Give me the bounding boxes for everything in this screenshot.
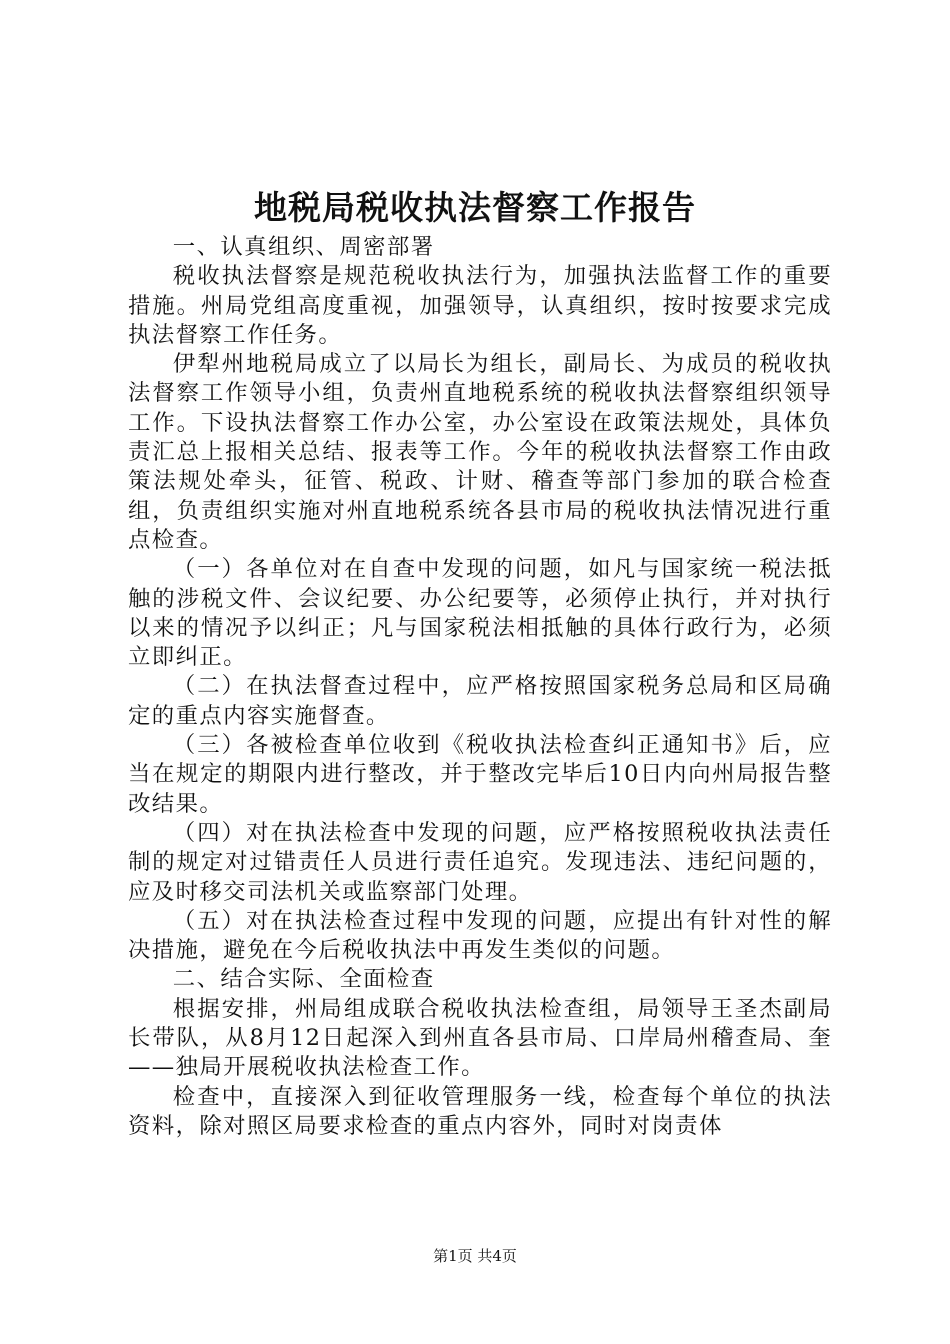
paragraph: 检查中，直接深入到征收管理服务一线，检查每个单位的执法资料，除对照区局要求检查的重点内容外，同时对岗责体 <box>128 1083 832 1139</box>
paragraph-item-3: （三）各被检查单位收到《税收执法检查纠正通知书》后，应当在规定的期限内进行整改，并于整改完毕后10日内向州局报告整改结果。 <box>128 732 832 817</box>
page-indicator: 第1页 共4页 <box>433 1247 517 1265</box>
paragraph: 根据安排，州局组成联合税收执法检查组，局领导王圣杰副局长带队，从8月12日起深入到州直各县市局、口岸局州稽查局、奎——独局开展税收执法检查工作。 <box>128 995 832 1081</box>
page-footer <box>0 1246 950 1266</box>
paragraph-item-4: （四）对在执法检查中发现的问题，应严格按照税收执法责任制的规定对过错责任人员进行责任追究。发现违法、违纪问题的，应及时移交司法机关或监察部门处理。 <box>128 819 832 905</box>
document-title: 地税局税收执法督察工作报告 <box>254 188 696 227</box>
paragraph-item-5: （五）对在执法检查过程中发现的问题，应提出有针对性的解决措施，避免在今后税收执法中再发生类似的问题。 <box>128 907 832 964</box>
paragraph: 伊犁州地税局成立了以局长为组长，副局长、为成员的税收执法督察工作领导小组，负责州直地税系统的税收执法督察组织领导工作。下设执法督察工作办公室，办公室设在政策法规处，具体负责汇总上报相关总结、报表等工作。今年的税收执法督察工作由政策法规处牵头，征管、税政、计财、稽查等部门参加的联合检查组，负责组织实施对州直地税系统各县市局的税收执法情况进行重点检查。 <box>128 351 832 553</box>
paragraph-item-2: （二）在执法督查过程中，应严格按照国家税务总局和区局确定的重点内容实施督查。 <box>128 673 832 729</box>
section-heading-1: 一、认真组织、周密部署 <box>172 234 435 260</box>
paragraph-item-1: （一）各单位对在自查中发现的问题，如凡与国家统一税法抵触的涉税文件、会议纪要、办公纪要等，必须停止执行，并对执行以来的情况予以纠正；凡与国家税法相抵触的具体行政行为，必须立即纠正。 <box>128 556 832 671</box>
document-body <box>128 233 832 1141</box>
section-heading-2: 二、结合实际、全面检查 <box>172 966 435 993</box>
paragraph: 税收执法督察是规范税收执法行为，加强执法监督工作的重要措施。州局党组高度重视，加强领导，认真组织，按时按要求完成执法督察工作任务。 <box>128 263 832 348</box>
